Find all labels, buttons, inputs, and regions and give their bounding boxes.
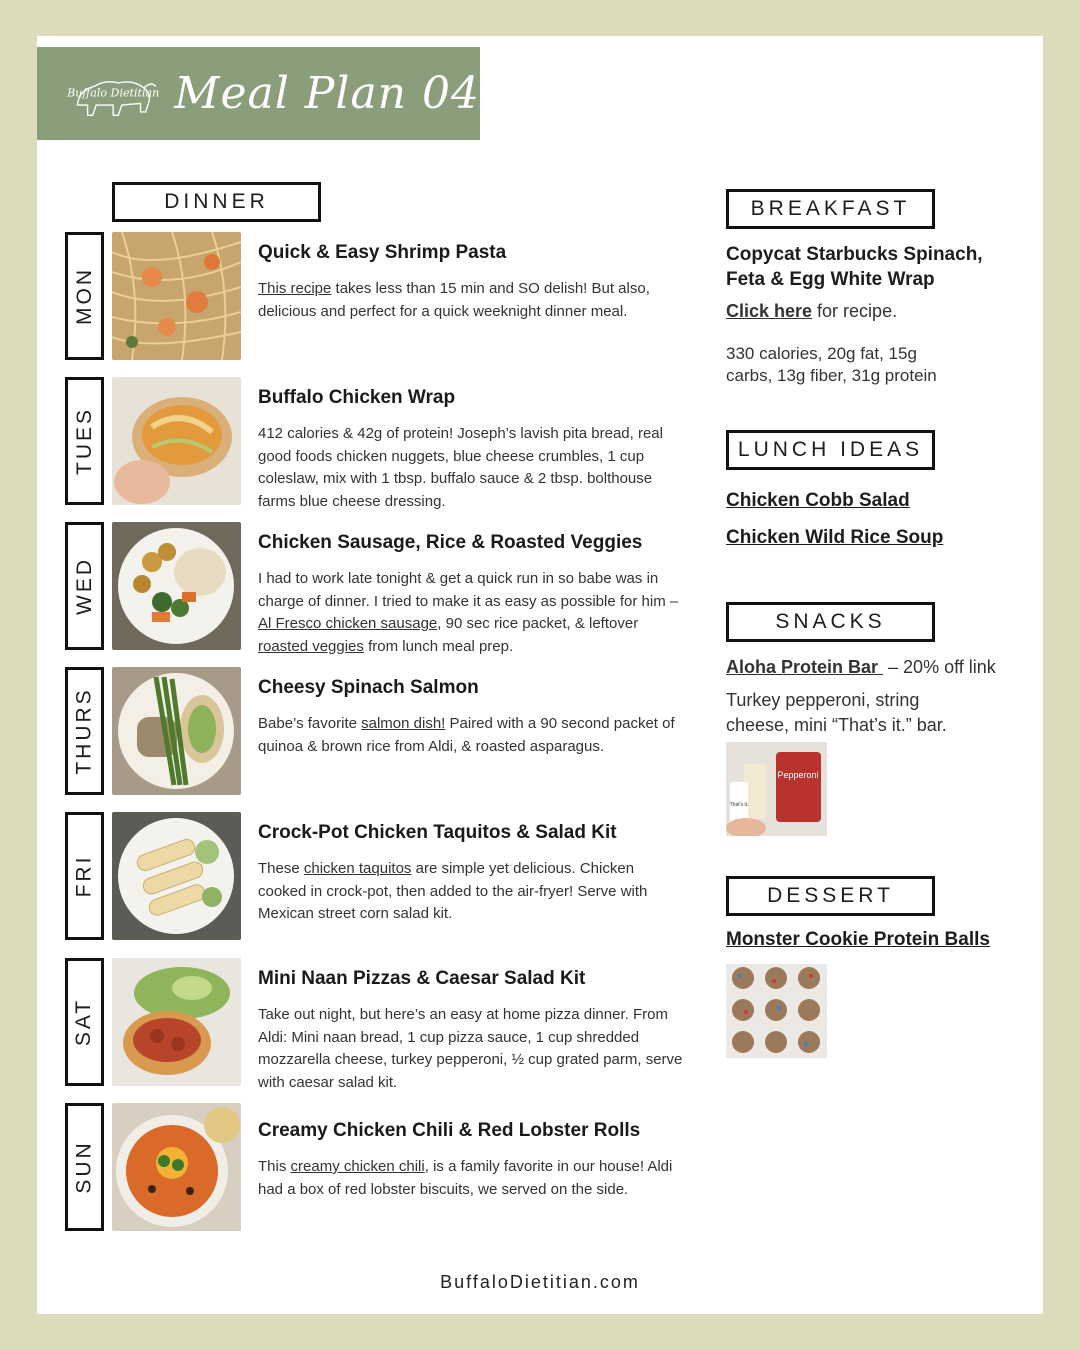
meal-title: Chicken Sausage, Rice & Roasted Veggies bbox=[258, 532, 643, 553]
meal-photo-buffalo-wrap bbox=[112, 377, 241, 505]
meal-title: Buffalo Chicken Wrap bbox=[258, 387, 456, 408]
day-label-sun: SUN bbox=[65, 1103, 104, 1231]
meal-sun bbox=[258, 1120, 683, 1201]
day-label-thurs: THURS bbox=[65, 667, 104, 795]
description-text: Babe’s favorite bbox=[258, 715, 362, 732]
meal-description bbox=[258, 858, 683, 926]
aloha-protein-bar-link[interactable]: Aloha Protein Bar bbox=[726, 657, 884, 677]
description-text: Paired with a 90 second packet of quinoa & brown rice from Aldi, & roasted asparagus. bbox=[258, 715, 675, 755]
snacks-description: Turkey pepperoni, string cheese, mini “That’s it.” bar. bbox=[726, 690, 947, 735]
lunch-label: LUNCH IDEAS bbox=[726, 430, 935, 470]
dessert-photo bbox=[726, 964, 827, 1058]
svg-text:That's it.: That's it. bbox=[729, 802, 749, 808]
recipe-link[interactable]: This recipe bbox=[258, 280, 332, 297]
meal-fri bbox=[258, 822, 683, 926]
svg-text:Buffalo Dietitian: Buffalo Dietitian bbox=[67, 86, 160, 100]
breakfast-link-line: Click here for recipe. bbox=[726, 301, 898, 321]
recipe-link[interactable]: chicken taquitos bbox=[303, 860, 412, 877]
meal-title: Quick & Easy Shrimp Pasta bbox=[258, 242, 507, 263]
meal-photo-chicken-chili bbox=[112, 1103, 241, 1231]
meal-tues bbox=[258, 387, 683, 513]
meal-thurs bbox=[258, 677, 683, 758]
dessert-label: DESSERT bbox=[726, 876, 935, 916]
meal-photo-sausage-rice bbox=[112, 522, 241, 650]
dessert-link-monster-cookie[interactable]: Monster Cookie Protein Balls bbox=[726, 929, 990, 950]
meal-plan-page bbox=[37, 36, 1043, 1314]
meal-sat bbox=[258, 968, 683, 1094]
day-label-tues: TUES bbox=[65, 377, 104, 505]
meal-description bbox=[258, 1004, 683, 1094]
svg-text:Pepperoni: Pepperoni bbox=[777, 770, 819, 780]
description-text: These bbox=[258, 860, 304, 877]
description-text: takes less than 15 min and SO delish! But also, delicious and perfect for a quick weeknight dinner meal. bbox=[258, 280, 650, 320]
description-text: Take out night, but here’s an easy at home pizza dinner. From Aldi: Mini naan bread, 1 cup pizza sauce, 1 cup shredded mozzarella cheese, turkey pepperoni, ½ cup grated parm, serve with caesar salad kit. bbox=[258, 1006, 683, 1091]
meal-description bbox=[258, 1156, 683, 1201]
page-title: Meal Plan 04 bbox=[174, 68, 480, 119]
meal-wed bbox=[258, 532, 683, 658]
breakfast-label: BREAKFAST bbox=[726, 189, 935, 229]
meal-title: Mini Naan Pizzas & Caesar Salad Kit bbox=[258, 968, 586, 989]
meal-description bbox=[258, 278, 683, 323]
description-text: are simple yet delicious. Chicken cooked in crock-pot, then added to the air-fryer! Serve with Mexican street corn salad kit. bbox=[258, 860, 648, 922]
meal-description bbox=[258, 713, 683, 758]
meal-title: Cheesy Spinach Salmon bbox=[258, 677, 479, 698]
meal-description bbox=[258, 568, 683, 658]
breakfast-title: Copycat Starbucks Spinach, Feta & Egg White Wrap bbox=[726, 244, 983, 290]
recipe-link[interactable]: salmon dish! bbox=[361, 715, 446, 732]
meal-title: Crock-Pot Chicken Taquitos & Salad Kit bbox=[258, 822, 617, 843]
meal-photo-shrimp-pasta bbox=[112, 232, 241, 360]
meal-description bbox=[258, 423, 683, 513]
meal-photo-spinach-salmon bbox=[112, 667, 241, 795]
meal-photo-naan-pizza bbox=[112, 958, 241, 1086]
dinner-label: DINNER bbox=[112, 182, 321, 222]
description-text: This bbox=[258, 1158, 291, 1175]
meal-mon bbox=[258, 242, 683, 323]
description-text: , is a family favorite in our house! Aldi had a box of red lobster biscuits, we served on the side. bbox=[258, 1158, 673, 1198]
buffalo-logo-icon bbox=[62, 59, 164, 129]
day-label-sat: SAT bbox=[65, 958, 104, 1086]
description-text: I had to work late tonight & get a quick run in so babe was in charge of dinner. I tried to make it as easy as possible for him – bbox=[258, 570, 679, 610]
lunch-link-cobb-salad[interactable]: Chicken Cobb Salad bbox=[726, 490, 910, 511]
recipe-link[interactable]: creamy chicken chili bbox=[290, 1158, 425, 1175]
breakfast-recipe-link[interactable]: Click here bbox=[726, 301, 813, 321]
lunch-link-wild-rice-soup[interactable]: Chicken Wild Rice Soup bbox=[726, 527, 944, 548]
snacks-photo bbox=[726, 742, 827, 836]
meal-photo-taquitos bbox=[112, 812, 241, 940]
description-text: 412 calories & 42g of protein! Joseph’s lavish pita bread, real good foods chicken nuggets, blue cheese crumbles, 1 cup coleslaw, mix with 1 tbsp. buffalo sauce & 2 tbsp. bolthouse farms blue cheese dressing. bbox=[258, 425, 663, 510]
recipe-link[interactable]: Al Fresco chicken sausage bbox=[258, 615, 438, 632]
recipe-link[interactable]: roasted veggies bbox=[258, 637, 364, 655]
header-banner bbox=[37, 47, 480, 140]
meal-title: Creamy Chicken Chili & Red Lobster Rolls bbox=[258, 1120, 641, 1141]
description-text: from lunch meal prep. bbox=[363, 637, 514, 655]
day-label-fri: FRI bbox=[65, 812, 104, 940]
snacks-label: SNACKS bbox=[726, 602, 935, 642]
breakfast-nutrition: 330 calories, 20g fat, 15g carbs, 13g fiber, 31g protein bbox=[726, 344, 937, 385]
day-label-wed: WED bbox=[65, 522, 104, 650]
description-text: , 90 sec rice packet, & leftover bbox=[437, 615, 639, 632]
footer-website[interactable]: BuffaloDietitian.com bbox=[440, 1272, 640, 1292]
day-label-mon: MON bbox=[65, 232, 104, 360]
snacks-link-line: Aloha Protein Bar – 20% off link bbox=[726, 657, 996, 677]
